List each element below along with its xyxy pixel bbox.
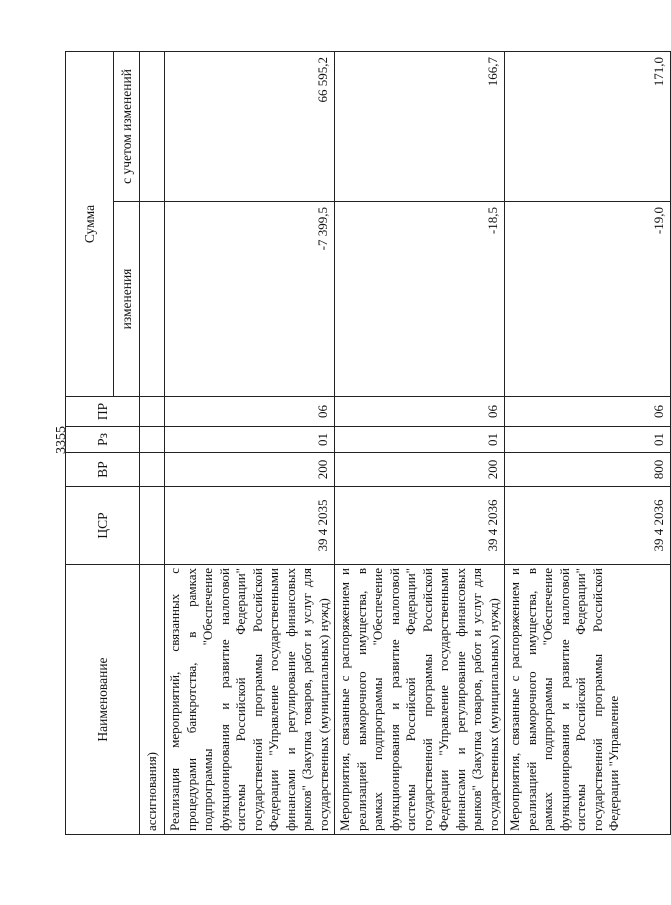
- row-rz: 01: [335, 427, 505, 453]
- row-vr: 200: [335, 453, 505, 487]
- table-row: [165, 51, 335, 834]
- row-vr: 800: [505, 453, 671, 487]
- row-name: ассигнования): [140, 565, 165, 835]
- col-with-changes-header: с учетом изменений: [114, 51, 140, 201]
- row-name: Мероприятия, связанные с распоряжением и реализацией выморочного имущества, в рамках подпрограммы "Обеспечение функционирования и развитие налоговой системы Российской Федерации" государственной программы Российской Федерации "Управление государственными финансами и регулирование финансовых рынков" (Закупка товаров, работ и услуг для государственных (муниципальных) нужд): [335, 565, 505, 835]
- table-row: [140, 51, 165, 834]
- row-csr: 39 4 2036: [335, 487, 505, 565]
- table-row: [335, 51, 505, 834]
- row-change: [140, 202, 165, 397]
- row-total: [140, 51, 165, 201]
- col-name-header: Наименование: [66, 565, 140, 835]
- page-number: 3355: [54, 426, 69, 454]
- row-csr: 39 4 2035: [165, 487, 335, 565]
- budget-table: [65, 51, 671, 835]
- row-pr: 06: [505, 397, 671, 427]
- row-pr: [140, 397, 165, 427]
- row-change: -18,5: [335, 202, 505, 397]
- col-rz-header: Рз: [66, 427, 140, 453]
- row-total: 171,0: [505, 51, 671, 201]
- row-change: -7 399,5: [165, 202, 335, 397]
- row-total: 66 595,2: [165, 51, 335, 201]
- row-csr: 39 4 2036: [505, 487, 671, 565]
- rotated-table-page: [65, 35, 666, 835]
- row-pr: 06: [165, 397, 335, 427]
- row-vr: 200: [165, 453, 335, 487]
- table-row: [505, 51, 671, 834]
- row-change: -19,0: [505, 202, 671, 397]
- col-sum-header: Сумма: [66, 51, 114, 396]
- row-rz: 01: [505, 427, 671, 453]
- col-pr-header: ПР: [66, 397, 140, 427]
- col-vr-header: ВР: [66, 453, 140, 487]
- row-rz: [140, 427, 165, 453]
- col-change-header: изменения: [114, 202, 140, 397]
- col-csr-header: ЦСР: [66, 487, 140, 565]
- row-rz: 01: [165, 427, 335, 453]
- row-pr: 06: [335, 397, 505, 427]
- row-total: 166,7: [335, 51, 505, 201]
- row-vr: [140, 453, 165, 487]
- row-name: Реализация мероприятий, связанных с процедурами банкротства, в рамках подпрограммы "Обеспечение функционирования и развитие налоговой системы Российской Федерации" государственной программы Российской Федерации "Управление государственными финансами и регулирование финансовых рынков" (Закупка товаров, работ и услуг для государственных (муниципальных) нужд): [165, 565, 335, 835]
- row-csr: [140, 487, 165, 565]
- row-name: Мероприятия, связанные с распоряжением и реализацией выморочного имущества, в рамках подпрограммы "Обеспечение функционирования и развитие налоговой системы Российской Федерации" государственной программы Российской Федерации "Управление: [505, 565, 671, 835]
